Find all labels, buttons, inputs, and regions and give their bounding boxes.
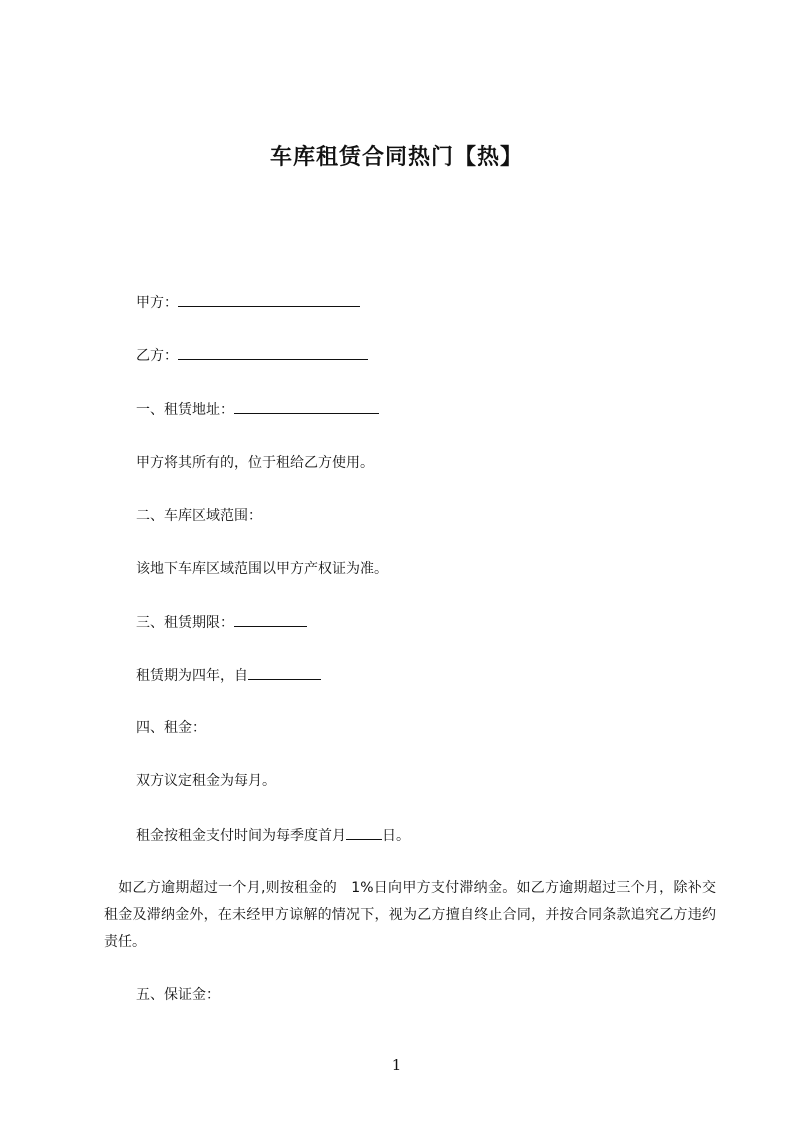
- party-b-label: 乙方：: [136, 348, 178, 364]
- party-a-line: [136, 292, 360, 313]
- lease-start-blank: [248, 665, 321, 680]
- section4-body2-prefix: 租金按租金支付时间为每季度首月: [136, 828, 346, 844]
- section4-body2-suffix: 日。: [382, 828, 410, 844]
- section4-heading: 四、租金：: [136, 720, 206, 736]
- party-b-line: [136, 345, 368, 366]
- party-b-blank: [178, 345, 368, 360]
- section1-heading-line: [136, 399, 379, 420]
- section3-body: 租赁期为四年，自: [136, 668, 248, 684]
- lease-term-blank: [234, 612, 307, 627]
- section3-heading: 三、租赁期限：: [136, 615, 234, 631]
- page-number: 1: [391, 1056, 402, 1074]
- section1-body: 甲方将其所有的，位于租给乙方使用。: [136, 455, 374, 471]
- section3-heading-line: [136, 612, 307, 633]
- payment-day-blank: [346, 825, 382, 840]
- section4-body1: 双方议定租金为每月。: [136, 773, 276, 789]
- section3-body-line: [136, 665, 321, 686]
- section2-body: 该地下车库区域范围以甲方产权证为准。: [136, 561, 388, 577]
- section1-heading: 一、租赁地址：: [136, 402, 234, 418]
- late-payment-paragraph: 如乙方逾期超过一个月,则按租金的 1%日向甲方支付滞纳金。如乙方逾期超过三个月，除补交租金及滞纳金外，在未经甲方谅解的情况下，视为乙方擅自终止合同，并按合同条款追究乙方违约责任。: [104, 880, 716, 950]
- party-a-blank: [178, 292, 360, 307]
- section4-body2-line: [136, 825, 410, 846]
- party-a-label: 甲方：: [136, 295, 178, 311]
- document-title: 车库租赁合同热门【热】: [269, 145, 523, 170]
- section2-heading: 二、车库区域范围：: [136, 508, 262, 524]
- section5-heading: 五、保证金：: [136, 987, 220, 1003]
- lease-address-blank: [234, 399, 379, 414]
